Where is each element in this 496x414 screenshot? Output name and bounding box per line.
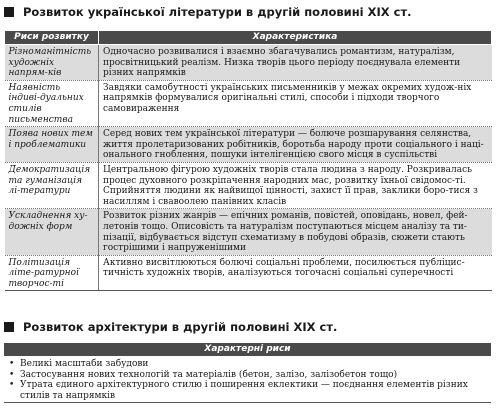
table-row: [5, 80, 492, 126]
table-row: [5, 127, 492, 163]
feature-cell: Поява нових тем і проблематики: [5, 127, 99, 163]
bullet-icon: •: [9, 359, 15, 369]
description-cell: Одночасно розвивалися і взаємно збагачувались романтизм, натуралізм, просвітницький реалізм. Низка творів цього періоду поєднувала елементи різних напрямків: [99, 45, 492, 81]
feature-cell: Різноманітність художніх напрям-ків: [5, 45, 99, 81]
list-item-text: Утрата єдиного архітектурного стилю і поширення еклектики — поєднання елементів різних стилів та напрямків: [20, 380, 468, 401]
list-item-text: Застосування нових технологій та матеріалів (бетон, залізо, залізобетон тощо): [20, 369, 398, 380]
square-bullet-icon: [4, 7, 14, 17]
architecture-header: Характерні риси: [4, 343, 491, 356]
table-row: [5, 162, 492, 208]
table-header-row: [5, 31, 492, 45]
description-cell: Серед нових тем української літератури — болюче розшарування селянства, життя пролетаризованих робітників, боротьба народу проти соціального і наці-онального гноблення, пошуки інтелігенцією свого місця в суспільстві: [99, 127, 492, 163]
bullet-icon: •: [9, 380, 15, 391]
literature-table: [4, 30, 492, 291]
table-row: [5, 209, 492, 255]
feature-cell: Ускладнення ху-дожніх форм: [5, 209, 99, 255]
description-cell: Центральною фігурою художніх творів стала людина з народу. Розкривалась процес духовного розкріпачення народних мас, розвитку їхньої свідомос-ті. Сприйняття людини як найвищої цінності, захист її прав, заклики боро-тися з насиллям і свавоолею панівних класів: [99, 162, 492, 208]
feature-cell: Політизація літе-ратурної творчос-ті: [5, 255, 99, 291]
section1-title: Розвиток української літератури в другій половині XIX ст.: [23, 5, 412, 19]
list-item: [4, 380, 491, 401]
description-cell: Розвиток різних жанрів — епічних романів, повістей, оповідань, новел, фей-летонів тощо. Описовість та натуралізм поступаються місцем аналізу та ти-пізації, відбувається відступ схематизму в побудові образів, сюжети стають гострішими і напруженішими: [99, 209, 492, 255]
feature-cell: Наявність індиві-дуальних стилів письменства: [5, 80, 99, 126]
section2-title: Розвиток архітектури в другій половині XIX ст.: [23, 320, 338, 334]
bullet-icon: •: [9, 369, 15, 380]
list-item-text: Великі масштаби забудови: [20, 359, 149, 369]
table-bottom-rule: [4, 402, 491, 403]
description-cell: Завдяки самобутності українських письменників у межах окремих худож-ніх напрямків формувалися оригінальні стилі, способи і підходи творчого самовираження: [99, 80, 492, 126]
list-item: [4, 370, 491, 381]
architecture-list: [4, 356, 491, 401]
table-row: [5, 255, 492, 291]
list-item: [4, 359, 491, 370]
description-cell: Активно висвітлюються болючі соціальні проблеми, посилюється публіцис-тичність художніх творів, аналізуються тогочасні соціальні суперечності: [99, 255, 492, 291]
table-row: [5, 45, 492, 81]
square-bullet-icon: [4, 322, 14, 332]
feature-cell: Демократизація та гуманізація лі-тератури: [5, 162, 99, 208]
architecture-table: [4, 343, 491, 403]
column-header-features: Риси розвитку: [5, 31, 99, 45]
section1-heading: [4, 5, 412, 19]
column-header-description: Характеристика: [99, 31, 492, 45]
section2-heading: [4, 320, 337, 334]
